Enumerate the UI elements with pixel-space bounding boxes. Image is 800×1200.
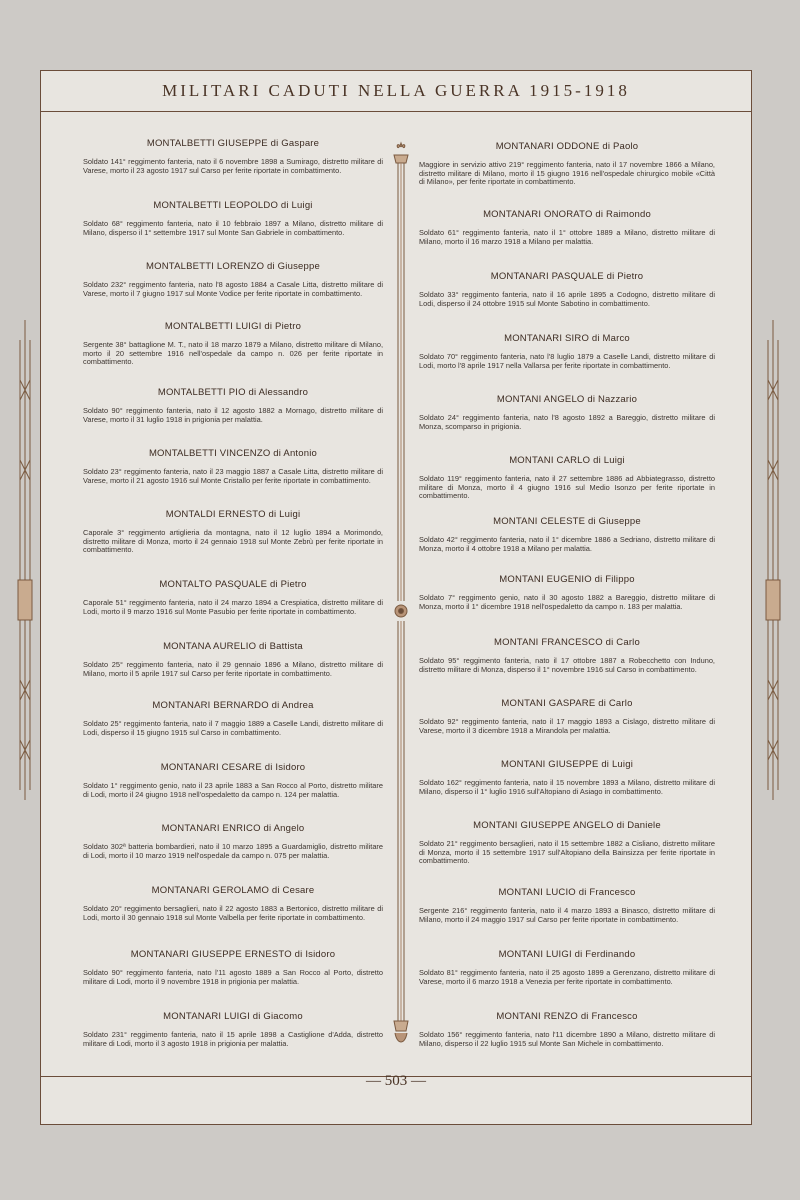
entry: [83, 762, 383, 799]
entry-name: MONTANI GIUSEPPE di Luigi: [500, 759, 634, 770]
entry-text: Soldato 25° reggimento fanteria, nato il 29 gennaio 1896 a Milano, distretto militare di Milano, morto il 5 aprile 1917 sul Carso per ferite riportate in combattimento.: [83, 660, 383, 678]
entry-text: Soldato 23° reggimento fanteria, nato il 23 maggio 1887 a Casale Litta, distretto militare di Varese, morto il 21 agosto 1916 sul Monte Cristallo per ferite riportate in combattimento.: [83, 467, 383, 485]
entry-name: MONTALBETTI LORENZO di Giuseppe: [146, 261, 320, 272]
entry-name: MONTANI RENZO di Francesco: [496, 1011, 638, 1022]
entry-name: MONTANI CARLO di Luigi: [509, 455, 625, 466]
entry: [83, 823, 383, 860]
entry-text: Soldato 302ª batteria bombardieri, nato il 10 marzo 1895 a Guardamiglio, distretto militare di Lodi, morto il 10 marzo 1919 nell'ospedale da campo n. 075 per malattia.: [83, 842, 383, 860]
entry: [83, 321, 383, 367]
entry-text: Soldato 92° reggimento fanteria, nato il 17 maggio 1893 a Cislago, distretto militare di Varese, morto il 3 dicembre 1918 a Mirandola per malattia.: [419, 717, 715, 735]
entry-name: MONTANI EUGENIO di Filippo: [499, 574, 635, 585]
entry: [83, 261, 383, 298]
entry-text: Soldato 61° reggimento fanteria, nato il 1° ottobre 1889 a Milano, distretto militare di Milano, morto il 16 marzo 1918 a Milano per malattia.: [419, 228, 715, 246]
entry-name: MONTANARI SIRO di Marco: [504, 333, 630, 344]
entry-text: Soldato 141° reggimento fanteria, nato il 6 novembre 1898 a Sumirago, distretto militare di Varese, morto il 23 agosto 1917 sul Carso per ferite riportate in combattimento.: [83, 157, 383, 175]
entry-text: Soldato 90° reggimento fanteria, nato l'11 agosto 1889 a San Rocco al Porto, distretto militare di Lodi, morto il 9 novembre 1918 in prigionia per malattia.: [83, 968, 383, 986]
entry-name: MONTANARI ENRICO di Angelo: [161, 823, 305, 834]
entry-name: MONTANI ANGELO di Nazzario: [496, 394, 638, 405]
entry-text: Soldato 95° reggimento fanteria, nato il 17 ottobre 1887 a Robecchetto con Induno, distretto militare di Monza, disperso il 1° novembre 1916 sul Carso in combattimento.: [419, 656, 715, 674]
entry-name: MONTANARI GIUSEPPE ERNESTO di Isidoro: [130, 949, 336, 960]
entry: [419, 887, 715, 924]
entry: [83, 138, 383, 175]
right-fasces-ornament: [762, 320, 784, 800]
entry-text: Soldato 231° reggimento fanteria, nato il 15 aprile 1898 a Castiglione d'Adda, distretto militare di Lodi, morto il 3 agosto 1918 in prigionia per malattia.: [83, 1030, 383, 1048]
entry-text: Soldato 156° reggimento fanteria, nato l'11 dicembre 1890 a Milano, distretto militare di Milano, disperso il 22 luglio 1915 sul Monte San Michele in combattimento.: [419, 1030, 715, 1048]
entry: [419, 1011, 715, 1048]
entry-name: MONTANARI BERNARDO di Andrea: [152, 700, 314, 711]
entry-name: MONTANI GASPARE di Carlo: [501, 698, 633, 709]
entry: [83, 509, 383, 555]
entry-name: MONTALBETTI PIO di Alessandro: [157, 387, 309, 398]
entry: [83, 579, 383, 616]
entry-name: MONTANARI ODDONE di Paolo: [495, 141, 639, 152]
entry: [419, 209, 715, 246]
entry: [83, 949, 383, 986]
page-title: MILITARI CADUTI NELLA GUERRA 1915-1918: [162, 81, 630, 100]
entry-name: MONTALBETTI GIUSEPPE di Gaspare: [146, 138, 320, 149]
entry: [83, 448, 383, 485]
entry: [83, 1011, 383, 1048]
entry-text: Maggiore in servizio attivo 219° reggimento fanteria, nato il 17 novembre 1866 a Milano, distretto militare di Milano, morto il 15 giugno 1916 nell'ospedale chirurgico mobile «Città di Milano», per ferite riportate in combattimento.: [419, 160, 715, 187]
entry-text: Soldato 20° reggimento bersaglieri, nato il 22 agosto 1883 a Bertonico, distretto militare di Lodi, morto il 30 gennaio 1918 sul Monte Valbella per ferite riportate in combattimento.: [83, 904, 383, 922]
entry-text: Soldato 7° reggimento genio, nato il 30 agosto 1882 a Bareggio, distretto militare di Monza, morto il 1° dicembre 1918 nell'ospedaletto da campo n. 183 per malattia.: [419, 593, 715, 611]
entry-name: MONTANARI PASQUALE di Pietro: [490, 271, 644, 282]
entry-text: Soldato 68° reggimento fanteria, nato il 10 febbraio 1897 a Milano, distretto militare di Milano, disperso il 1° settembre 1917 sul Monte San Gabriele in combattimento.: [83, 219, 383, 237]
entry-name: MONTANI FRANCESCO di Carlo: [494, 637, 640, 648]
entry-name: MONTALBETTI VINCENZO di Antonio: [148, 448, 318, 459]
entry-name: MONTALBETTI LUIGI di Pietro: [164, 321, 302, 332]
entry-text: Caporale 3° reggimento artiglieria da montagna, nato il 12 luglio 1894 a Morimondo, distretto militare di Monza, morto il 24 gennaio 1918 sul Monte Zebrù per ferite riportate in combattimento.: [83, 528, 383, 555]
document-page: [40, 70, 752, 1125]
entry: [419, 271, 715, 308]
entry-text: Soldato 162° reggimento fanteria, nato il 15 novembre 1893 a Milano, distretto militare di Milano, disperso il 1° luglio 1916 sull'Altopiano di Asiago in combattimento.: [419, 778, 715, 796]
entry-name: MONTALDI ERNESTO di Luigi: [165, 509, 301, 520]
entry: [419, 759, 715, 796]
entry: [83, 700, 383, 737]
entry-text: Soldato 25° reggimento fanteria, nato il 7 maggio 1889 a Caselle Landi, distretto militare di Lodi, disperso il 15 giugno 1915 sul Carso in combattimento.: [83, 719, 383, 737]
entry-text: Soldato 119° reggimento fanteria, nato il 27 settembre 1886 ad Abbiategrasso, distretto militare di Monza, morto il 4 giugno 1916 sul Medio Isonzo per ferite riportate in combattimento.: [419, 474, 715, 501]
entry-name: MONTANA AURELIO di Battista: [163, 641, 303, 652]
entry-name: MONTANI LUIGI di Ferdinando: [498, 949, 636, 960]
entry: [419, 820, 715, 866]
entry: [419, 516, 715, 553]
entry-text: Soldato 24° reggimento fanteria, nato l'8 agosto 1892 a Bareggio, distretto militare di Monza, scomparso in prigionia.: [419, 413, 715, 431]
entry: [419, 141, 715, 187]
entry-name: MONTANARI CESARE di Isidoro: [160, 762, 306, 773]
entry-name: MONTANI CELESTE di Giuseppe: [493, 516, 641, 527]
entry: [83, 200, 383, 237]
entry-text: Soldato 1° reggimento genio, nato il 23 aprile 1883 a San Rocco al Porto, distretto militare di Lodi, morto il 24 giugno 1918 nell'ospedaletto da campo n. 124 per malattia.: [83, 781, 383, 799]
entry-text: Soldato 21° reggimento bersaglieri, nato il 15 settembre 1882 a Cisliano, distretto militare di Monza, morto il 15 settembre 1917 sull'Altopiano della Bainsizza per ferite riportate in combattimento.: [419, 839, 715, 866]
entry-text: Caporale 51° reggimento fanteria, nato il 24 marzo 1894 a Crespiatica, distretto militare di Lodi, morto il 9 marzo 1916 sul Monte Pasubio per ferite riportate in combattimento.: [83, 598, 383, 616]
entry-text: Soldato 232° reggimento fanteria, nato l'8 agosto 1884 a Casale Litta, distretto militare di Varese, morto il 7 giugno 1917 sul Monte Vodice per ferite riportate in combattimento.: [83, 280, 383, 298]
entry: [419, 333, 715, 370]
torch-divider-ornament: [393, 141, 409, 1046]
entry: [419, 949, 715, 986]
entry: [419, 455, 715, 501]
entry-text: Soldato 70° reggimento fanteria, nato l'8 luglio 1879 a Caselle Landi, distretto militare di Lodi, morto l'8 aprile 1917 nella Vallarsa per ferite riportate in combattimento.: [419, 352, 715, 370]
entry-name: MONTANI LUCIO di Francesco: [498, 887, 636, 898]
entry-text: Soldato 33° reggimento fanteria, nato il 16 aprile 1895 a Codogno, distretto militare di Lodi, disperso il 24 ottobre 1915 sul Monte Sabotino in combattimento.: [419, 290, 715, 308]
entry: [419, 637, 715, 674]
entry: [83, 387, 383, 424]
entry-name: MONTALBETTI LEOPOLDO di Luigi: [153, 200, 313, 211]
page-number: — 503 —: [366, 1073, 426, 1089]
entry-name: MONTANARI GEROLAMO di Cesare: [151, 885, 315, 896]
entry: [419, 574, 715, 611]
entry-name: MONTANI GIUSEPPE ANGELO di Daniele: [473, 820, 661, 831]
entry-text: Sergente 216° reggimento fanteria, nato il 4 marzo 1893 a Binasco, distretto militare di Milano, morto il 24 maggio 1917 sul Carso per ferite riportate in combattimento.: [419, 906, 715, 924]
entry-text: Sergente 38° battaglione M. T., nato il 18 marzo 1879 a Milano, distretto militare di Milano, morto il 20 settembre 1916 nell'ospedale da campo n. 026 per ferite riportate in combattimento.: [83, 340, 383, 367]
entry-text: Soldato 42° reggimento fanteria, nato il 1° dicembre 1886 a Sedriano, distretto militare di Monza, morto il 4 ottobre 1918 a Milano per malattia.: [419, 535, 715, 553]
entry: [419, 394, 715, 431]
entry: [419, 698, 715, 735]
entry-text: Soldato 81° reggimento fanteria, nato il 25 agosto 1899 a Gerenzano, distretto militare di Varese, morto il 6 marzo 1918 a Venezia per ferite riportate in combattimento.: [419, 968, 715, 986]
page-header: [41, 71, 751, 112]
left-fasces-ornament: [14, 320, 36, 800]
entry: [83, 885, 383, 922]
entry-name: MONTANARI LUIGI di Giacomo: [163, 1011, 303, 1022]
entry-name: MONTALTO PASQUALE di Pietro: [159, 579, 307, 590]
entry-name: MONTANARI ONORATO di Raimondo: [483, 209, 651, 220]
entry-text: Soldato 90° reggimento fanteria, nato il 12 agosto 1882 a Mornago, distretto militare di Varese, morto il 31 luglio 1918 in prigionia per malattia.: [83, 406, 383, 424]
entry: [83, 641, 383, 678]
